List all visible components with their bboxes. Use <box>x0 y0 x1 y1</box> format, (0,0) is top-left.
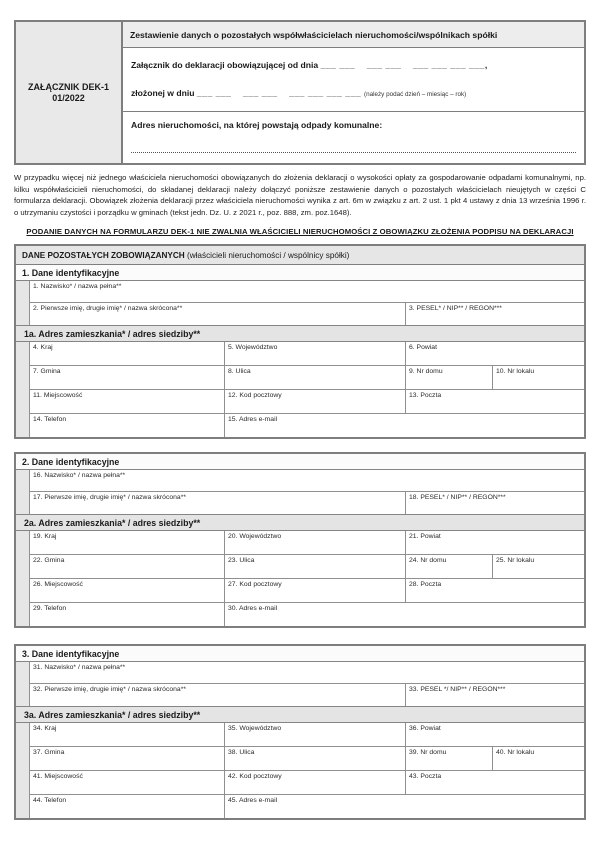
field-row <box>30 531 584 555</box>
field-city: 26. Miejscowość <box>30 579 225 602</box>
field-row <box>30 684 584 706</box>
field-commune: 22. Gmina <box>30 555 225 578</box>
field-county: 21. Powiat <box>409 533 441 541</box>
field-pesel: 33. PESEL */ NIP** / REGON*** <box>409 686 506 694</box>
field-flat-no: 25. Nr lokalu <box>496 557 535 565</box>
attachment-id-line1: ZAŁĄCZNIK DEK-1 <box>28 81 109 92</box>
field-country: 34. Kraj <box>30 723 225 746</box>
field-pesel: 3. PESEL* / NIP** / REGON*** <box>409 305 502 313</box>
field-post-office: 13. Poczta <box>409 392 442 400</box>
field-street: 8. Ulica <box>225 366 406 389</box>
signature-obligation-notice: PODANIE DANYCH NA FORMULARZU DEK-1 NIE ZWALNIA WŁAŚCICIELI NIERUCHOMOŚCI Z OBOWIĄZKU ZŁOŻENIA PODPISU NA DEKLARACJI <box>26 227 574 237</box>
field-row <box>30 579 584 603</box>
attachment-id-line2: 01/2022 <box>52 92 85 103</box>
section-1-table <box>14 244 586 439</box>
field-row <box>30 414 584 437</box>
field-surname: 31. Nazwisko* / nazwa pełna** <box>33 664 126 672</box>
field-first-name: 17. Pierwsze imię, drugie imię* / nazwa skrócona** <box>30 492 406 514</box>
field-house-no: 24. Nr domu <box>406 555 493 578</box>
section-2-table <box>14 452 586 628</box>
section-2-id-header: 2. Dane identyfikacyjne <box>16 454 584 470</box>
field-row <box>30 366 584 390</box>
row-gutter <box>16 723 30 818</box>
field-row <box>30 281 584 303</box>
field-row <box>30 555 584 579</box>
field-postal-code: 12. Kod pocztowy <box>225 390 406 413</box>
section-3-table <box>14 644 586 820</box>
field-city: 11. Miejscowość <box>30 390 225 413</box>
field-email: 45. Adres e-mail <box>228 797 278 805</box>
field-voivodeship: 5. Województwo <box>225 342 406 365</box>
declaration-date-cell <box>123 48 584 112</box>
field-flat-no: 40. Nr lokalu <box>496 749 535 757</box>
field-phone: 44. Telefon <box>30 795 225 818</box>
field-city: 41. Miejscowość <box>30 771 225 794</box>
section-3-id-header: 3. Dane identyfikacyjne <box>16 646 584 662</box>
declaration-submitted-date-line: złożonej w dniu ___ ___ ___ ___ ___ ___ ___ ___ (należy podać dzień – miesiąc – rok) <box>131 88 467 98</box>
field-row <box>30 723 584 747</box>
field-surname: 16. Nazwisko* / nazwa pełna** <box>33 472 126 480</box>
field-county: 36. Powiat <box>409 725 441 733</box>
field-row <box>30 303 584 325</box>
field-street: 38. Ulica <box>225 747 406 770</box>
field-row <box>30 747 584 771</box>
row-gutter <box>16 662 30 706</box>
field-street: 23. Ulica <box>225 555 406 578</box>
field-postal-code: 27. Kod pocztowy <box>225 579 406 602</box>
field-email: 30. Adres e-mail <box>228 605 278 613</box>
field-row <box>30 662 584 684</box>
field-house-no: 39. Nr domu <box>406 747 493 770</box>
field-phone: 29. Telefon <box>30 603 225 626</box>
submitted-date-blanks: ___ ___ ___ ___ ___ ___ ___ ___ <box>196 88 365 98</box>
field-voivodeship: 20. Województwo <box>225 531 406 554</box>
attachment-id-cell <box>16 22 123 163</box>
section-1a-address-header: 1a. Adres zamieszkania* / adres siedziby** <box>16 325 584 342</box>
row-gutter <box>16 342 30 437</box>
section-3a-address-header: 3a. Adres zamieszkania* / adres siedziby** <box>16 706 584 723</box>
section-1-id-header: 1. Dane identyfikacyjne <box>16 265 584 281</box>
field-row <box>30 603 584 626</box>
field-surname: 1. Nazwisko* / nazwa pełna** <box>33 283 122 291</box>
field-commune: 7. Gmina <box>30 366 225 389</box>
field-first-name: 32. Pierwsze imię, drugie imię* / nazwa skrócona** <box>30 684 406 706</box>
field-country: 19. Kraj <box>30 531 225 554</box>
section-2a-address-header: 2a. Adres zamieszkania* / adres siedziby** <box>16 514 584 531</box>
field-pesel: 18. PESEL* / NIP** / REGON*** <box>409 494 506 502</box>
field-commune: 37. Gmina <box>30 747 225 770</box>
field-row <box>30 492 584 514</box>
field-row <box>30 390 584 414</box>
form-header-table <box>14 20 586 165</box>
declaration-effective-date-line: Załącznik do deklaracji obowiązującej od dnia ___ ___ ___ ___ ___ ___ ___ ___, <box>131 60 488 70</box>
property-address-fill-line <box>131 130 576 153</box>
field-county: 6. Powiat <box>409 344 437 352</box>
property-address-cell <box>123 112 584 163</box>
row-gutter <box>16 531 30 626</box>
main-section-header: DANE POZOSTAŁYCH ZOBOWIĄZANYCH (właścicieli nieruchomości / wspólnicy spółki) <box>16 246 584 265</box>
property-address-label: Adres nieruchomości, na której powstają odpady komunalne: <box>131 120 383 130</box>
field-voivodeship: 35. Województwo <box>225 723 406 746</box>
field-row <box>30 470 584 492</box>
field-row <box>30 342 584 366</box>
row-gutter <box>16 470 30 514</box>
field-flat-no: 10. Nr lokalu <box>496 368 535 376</box>
form-title: Zestawienie danych o pozostałych współwłaścicielach nieruchomości/wspólnikach spółki <box>123 22 584 48</box>
field-row <box>30 771 584 795</box>
date-format-note: (należy podać dzień – miesiąc – rok) <box>364 91 467 98</box>
field-first-name: 2. Pierwsze imię, drugie imię* / nazwa skrócona** <box>30 303 406 325</box>
field-country: 4. Kraj <box>30 342 225 365</box>
effective-date-blanks: ___ ___ ___ ___ ___ ___ ___ ___, <box>320 60 488 70</box>
field-row <box>30 795 584 818</box>
field-house-no: 9. Nr domu <box>406 366 493 389</box>
field-email: 15. Adres e-mail <box>228 416 278 424</box>
legal-intro-paragraph: W przypadku więcej niż jednego właściciela nieruchomości obowiązanych do złożenia deklaracji o wysokości opłaty za gospodarowanie odpadami komunalnymi, np. kilku współwłaścicieli nieruchomości, do składanej deklaracji należy dołączyć poniższe zestawienie danych o pozostałych właścicielach nieujętych w części C formularza deklaracji. Obowiązek złożenia deklaracji przez właściciela nieruchomości wynika z art. 6m w związku z art. 2 ust. 1 pkt 4 ustawy z dnia 13 września 1996 r. o utrzymaniu czystości i porządku w gminach (tekst jedn. Dz. U. z 2021 r., poz. 888, zm. poz.1648). <box>14 173 586 217</box>
field-post-office: 28. Poczta <box>409 581 442 589</box>
field-phone: 14. Telefon <box>30 414 225 437</box>
row-gutter <box>16 281 30 325</box>
field-postal-code: 42. Kod pocztowy <box>225 771 406 794</box>
field-post-office: 43. Poczta <box>409 773 442 781</box>
